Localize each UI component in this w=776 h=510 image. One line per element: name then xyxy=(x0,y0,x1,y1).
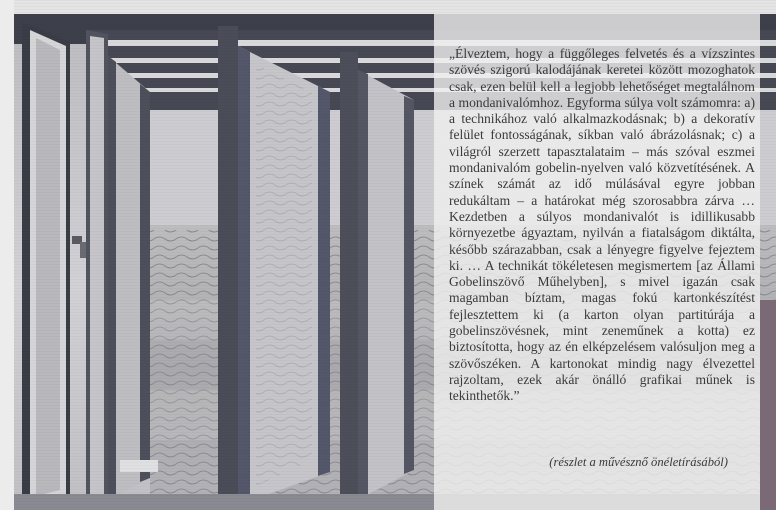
artist-quote: „Élveztem, hogy a függőleges felvetés és a vízszintes szövés szigorú kalodájának keretei között mozoghatok csak, ezen belül kell a legjobb lehetőséget megtalálnom a mondanivalómhoz. Egyforma súlya volt számomra: a) a technikához való alkalmazkodásnak; b) a dekoratív felület fontosságának, síkban való ábrázolásnak; c) a világról szerzett tapasztalataim – más szóval eszmei mondanivalóm gobelin-nyelven való közvetítésének. A színek számát az idő múlásával egyre jobban redukáltam – a határokat még szorosabbra zárva … Kezdetben a súlyos mondanivalót is idillikusabb környezetbe ágyaztam, nyilván a fiatalságom diktálta, később szárazabban, csak a lényegre figyelve fejeztem ki. … A technikát tökéletesen megismertem [az Állami Gobelinszövő Műhelyben], s mivel igazán csak magamban bíztam, magas fokú kartonkészítést fejlesztettem ki (a karton olyan partitúrája a gobelinszövésnek, mint zeneműnek a kotta) ez biztosította, hogy az én elképzelésem valósuljon meg a szövőszéken. A kartonokat mindig nagy élvezettel rajzoltam, ezek akár önálló grafikai műnek is tekinthetők.” xyxy=(449,46,755,404)
quote-attribution: (részlet a művésznő önéletírásából) xyxy=(549,455,728,469)
